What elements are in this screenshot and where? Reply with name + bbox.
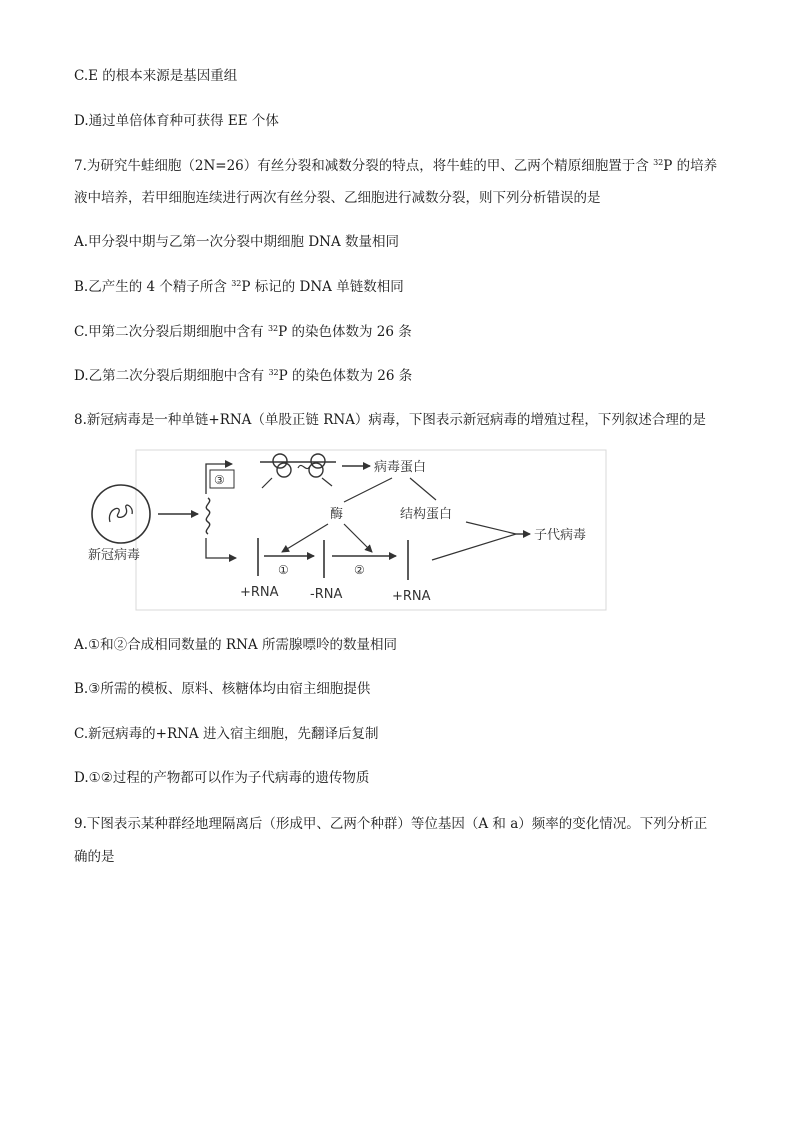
isotope-superscript: 32 (231, 279, 242, 288)
q9-stem-line1: 9.下图表示某种群经地理隔离后（形成甲、乙两个种群）等位基因（A 和 a）频率的变化情况。下列分析正 (74, 816, 708, 832)
protein-to-structural-line (410, 478, 436, 500)
step2-label: ② (354, 563, 365, 577)
minus-rna-label: -RNA (310, 587, 343, 602)
viral-protein-label: 病毒蛋白 (374, 460, 427, 475)
q9-stem-line2: 确的是 (74, 849, 115, 865)
q7-option-c (74, 323, 412, 341)
q7-option-b-part2: P 标记的 DNA 单链数相同 (241, 279, 404, 295)
step1-label: ① (278, 563, 289, 577)
q7-option-c-part2: P 的染色体数为 26 条 (278, 324, 412, 340)
virus-replication-figure (74, 448, 610, 614)
q8-option-d: D.①②过程的产物都可以作为子代病毒的遗传物质 (74, 770, 370, 786)
q7-option-d-part2: P 的染色体数为 26 条 (278, 368, 413, 384)
q7-stem-line2: 液中培养，若甲细胞连续进行两次有丝分裂、乙细胞进行减数分裂，则下列分析错误的是 (74, 190, 601, 206)
plus-rna-label-1: +RNA (240, 585, 279, 600)
replication-branch-arrow (206, 538, 236, 558)
plus-rna-label-2: +RNA (392, 589, 431, 604)
enzyme-label: 酶 (330, 507, 344, 522)
enzyme-to-step2-arrow (344, 524, 372, 552)
q7-stem-part1: 7.为研究牛蛙细胞（2N=26）有丝分裂和减数分裂的特点，将牛蛙的甲、乙两个精原细胞置于含 (74, 158, 654, 174)
q8-option-c: C.新冠病毒的+RNA 进入宿主细胞，先翻译后复制 (74, 726, 379, 742)
isotope-superscript: 32 (267, 324, 279, 333)
q8-option-a: A.①和②合成相同数量的 RNA 所需腺嘌呤的数量相同 (74, 637, 397, 653)
progeny-virus-label: 子代病毒 (534, 528, 587, 543)
structural-to-progeny-line (466, 522, 516, 534)
q7-option-d (74, 367, 412, 385)
plusrna-to-progeny-line (432, 534, 516, 560)
ribosome-icon (260, 454, 336, 488)
q7-stem-part2: P 的培养 (663, 158, 718, 174)
q6-option-c: C.E 的根本来源是基因重组 (74, 68, 238, 84)
q7-option-c-part1: C.甲第二次分裂后期细胞中含有 (74, 324, 268, 340)
q7-option-b (74, 278, 404, 296)
virus-label: 新冠病毒 (88, 548, 141, 563)
isotope-superscript: 32 (653, 158, 664, 167)
q7-option-b-part1: B.乙产生的 4 个精子所含 (74, 279, 232, 295)
enzyme-to-step1-arrow (282, 524, 328, 552)
viral-rna-icon (206, 498, 209, 534)
protein-to-enzyme-line (344, 478, 392, 502)
q7-option-d-part1: D.乙第二次分裂后期细胞中含有 (74, 368, 269, 384)
q6-option-d: D.通过单倍体育种可获得 EE 个体 (74, 113, 279, 129)
q7-stem-line1 (74, 157, 717, 175)
q7-option-a: A.甲分裂中期与乙第一次分裂中期细胞 DNA 数量相同 (74, 234, 400, 250)
step3-label: ③ (214, 473, 225, 487)
virus-icon (92, 485, 150, 543)
isotope-superscript: 32 (268, 368, 279, 377)
structural-protein-label: 结构蛋白 (400, 507, 453, 522)
q8-stem: 8.新冠病毒是一种单链+RNA（单股正链 RNA）病毒，下图表示新冠病毒的增殖过程，下列叙述合理的是 (74, 412, 706, 428)
q8-option-b: B.③所需的模板、原料、核糖体均由宿主细胞提供 (74, 681, 371, 697)
